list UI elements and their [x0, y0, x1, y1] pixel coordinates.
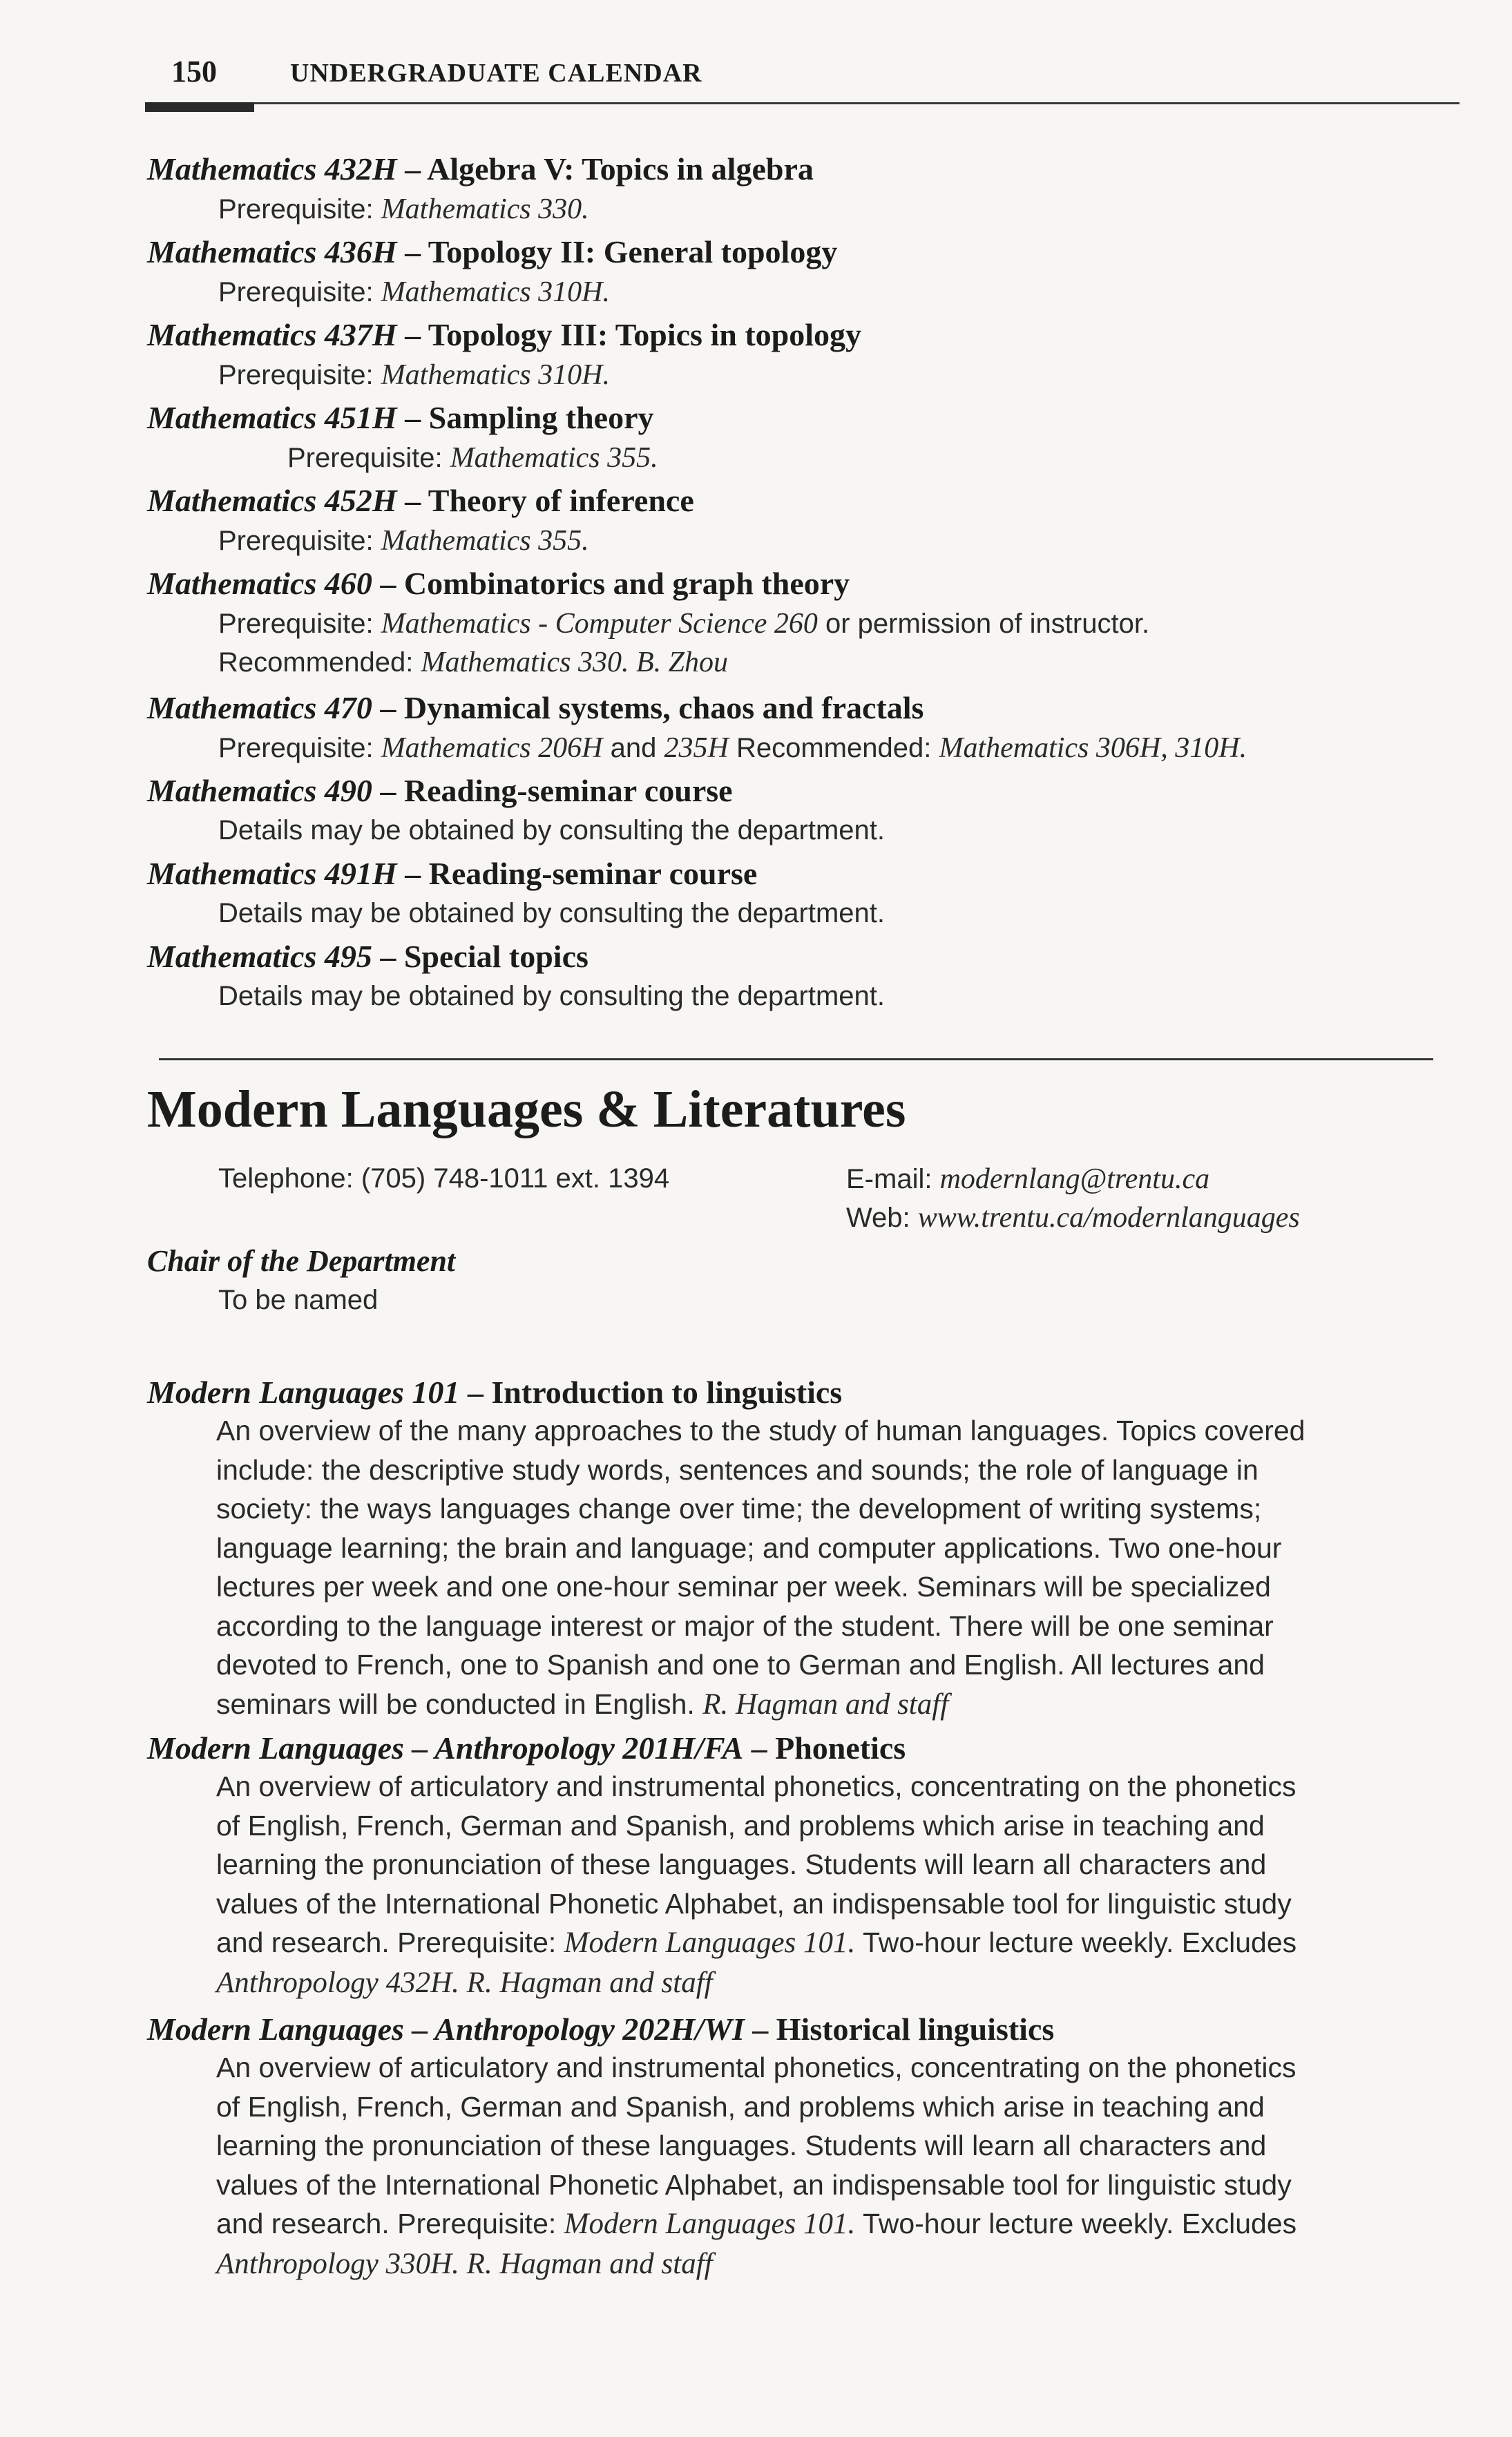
prereq-note: or permission of instructor. [825, 609, 1150, 639]
prereq-value: 235H [664, 732, 729, 764]
course-name: Reading-seminar course [403, 773, 733, 808]
description-line [216, 2204, 1453, 2244]
description-line: learning the pronunciation of these languages. Students will learn all characters and [216, 2130, 1267, 2161]
description-line [216, 1685, 1453, 1725]
course-code: Mathematics 495 [147, 939, 372, 974]
dash: – [380, 690, 396, 725]
header-rule [254, 102, 1460, 104]
course-name: Introduction to linguistics [491, 1375, 843, 1410]
section-divider [159, 1058, 1433, 1060]
course-code: Mathematics 490 [147, 773, 372, 808]
web [846, 1203, 1300, 1232]
course-prereq [218, 361, 610, 390]
course-title-math-495 [147, 941, 588, 973]
description-line: language learning; the brain and language; and computer applications. Two one-hour [216, 1531, 1282, 1564]
course-code: Mathematics 452H [147, 483, 397, 518]
course-name: Topology II: General topology [428, 234, 838, 269]
description-line: values of the International Phonetic Alphabet, an indispensable tool for linguistic study [216, 2168, 1292, 2201]
prereq-conjunction: and [610, 733, 657, 763]
prereq-value: Modern Languages 101. [564, 1927, 856, 1959]
course-code: Mathematics 432H [147, 151, 397, 187]
course-title-math-432h [147, 153, 814, 185]
prereq-value: Mathematics 355. [381, 525, 589, 557]
course-prereq [218, 526, 589, 555]
course-details: Details may be obtained by consulting the department. [218, 898, 886, 928]
prereq-value: Mathematics 310H. [381, 359, 610, 391]
description-text: seminars will be conducted in English. [216, 1688, 695, 1720]
description-line [216, 1923, 1453, 1963]
description-line: society: the ways languages change over time; the development of writing systems; [216, 1493, 1262, 1525]
telephone-label: Telephone: [218, 1163, 354, 1194]
course-title-math-490 [147, 775, 733, 807]
email-link[interactable]: modernlang@trentu.ca [939, 1163, 1210, 1195]
description-line: according to the language interest or major of the student. There will be one seminar [216, 1609, 1274, 1642]
course-title-math-436h [147, 236, 837, 268]
course-title-math-452h [147, 485, 694, 517]
course-prereq [287, 443, 658, 472]
course-name: Dynamical systems, chaos and fractals [403, 690, 924, 725]
course-description [216, 2048, 1453, 2284]
description-line: learning the pronunciation of these languages. Students will learn all characters and [216, 1848, 1267, 1880]
course-description [216, 1767, 1453, 2003]
course-details: Details may be obtained by consulting the department. [218, 815, 886, 845]
course-title-math-460 [147, 568, 850, 600]
course-description [216, 1411, 1453, 1724]
description-line: of English, French, German and Spanish, and problems which arise in teaching and [216, 1809, 1265, 1842]
course-title-math-491h [147, 858, 757, 890]
description-line [216, 2244, 1453, 2284]
recommended-value: Mathematics 306H, 310H. [939, 732, 1247, 764]
prereq-label: Prerequisite: [218, 609, 374, 639]
course-name: Topology III: Topics in topology [428, 317, 861, 352]
chair-label: Chair of the Department [147, 1244, 456, 1278]
course-prereq [218, 734, 1247, 763]
email-label: E-mail: [846, 1164, 932, 1194]
description-line: lectures per week and one one-hour seminar per week. Seminars will be specialized [216, 1571, 1271, 1603]
course-recommended [218, 648, 728, 677]
course-title-ml-202h [147, 2011, 1055, 2047]
course-code: Mathematics 470 [147, 690, 372, 725]
course-name: Phonetics [775, 1730, 906, 1766]
dash: – [405, 856, 421, 891]
page-header [145, 54, 1457, 95]
course-code: Mathematics 437H [147, 317, 397, 352]
course-name: Reading-seminar course [428, 856, 758, 891]
prereq-value: Mathematics 206H [381, 732, 603, 764]
course-title-math-451h [147, 402, 654, 434]
section-title: Modern Languages & Literatures [147, 1080, 906, 1138]
prereq-label: Prerequisite: [287, 443, 443, 473]
web-link[interactable]: www.trentu.ca/modernlanguages [917, 1202, 1300, 1234]
prereq-value: Mathematics 330. [381, 193, 589, 225]
prereq-value: Modern Languages 101. [564, 2208, 856, 2240]
excludes-value: Anthropology 330H. R. Hagman and staff [216, 2247, 713, 2280]
course-code: Modern Languages – Anthropology 202H/WI [147, 2011, 745, 2047]
prereq-value: Mathematics - Computer Science 260 [381, 608, 818, 640]
recommended-value: Mathematics 330. B. Zhou [421, 647, 728, 678]
description-text: and research. Prerequisite: [216, 2208, 557, 2239]
dash: – [380, 566, 396, 601]
description-line: An overview of articulatory and instrumental phonetics, concentrating on the phonetics [216, 2052, 1296, 2083]
prereq-label: Prerequisite: [218, 526, 374, 556]
course-name: Special topics [403, 939, 588, 974]
dash: – [380, 939, 396, 974]
description-line: An overview of the many approaches to the study of human languages. Topics covered [216, 1415, 1305, 1446]
course-code: Mathematics 491H [147, 856, 397, 891]
course-title-ml-201h [147, 1732, 906, 1764]
instructor: R. Hagman and staff [702, 1688, 949, 1721]
course-name: Historical linguistics [776, 2011, 1055, 2047]
prereq-label: Prerequisite: [218, 360, 374, 390]
web-label: Web: [846, 1203, 910, 1233]
course-name: Sampling theory [428, 400, 654, 435]
dash: – [405, 151, 421, 187]
course-name: Combinatorics and graph theory [403, 566, 850, 601]
dash: – [467, 1375, 484, 1410]
description-line: of English, French, German and Spanish, and problems which arise in teaching and [216, 2090, 1265, 2123]
telephone-value: (705) 748-1011 ext. 1394 [361, 1163, 670, 1194]
course-prereq [218, 609, 1149, 638]
course-title-math-437h [147, 319, 861, 351]
telephone [218, 1165, 669, 1192]
course-code: Modern Languages – Anthropology 201H/FA [147, 1730, 744, 1766]
description-line: include: the descriptive study words, sentences and sounds; the role of language in [216, 1453, 1259, 1486]
course-name: Algebra V: Topics in algebra [427, 151, 814, 187]
page-number: 150 [171, 55, 217, 88]
description-text: Two-hour lecture weekly. Excludes [862, 2208, 1297, 2239]
chair-name: To be named [218, 1285, 379, 1315]
description-line: An overview of articulatory and instrumental phonetics, concentrating on the phonetics [216, 1770, 1296, 1802]
course-prereq [218, 278, 610, 307]
running-title: UNDERGRADUATE CALENDAR [290, 59, 702, 88]
dash: – [405, 317, 421, 352]
recommended-label: Recommended: [736, 733, 932, 763]
course-title-ml-101 [147, 1377, 842, 1408]
description-line: devoted to French, one to Spanish and one to German and English. All lectures and [216, 1649, 1265, 1681]
excludes-value: Anthropology 432H. R. Hagman and staff [216, 1966, 713, 1999]
course-code: Mathematics 436H [147, 234, 397, 269]
course-title-math-470 [147, 692, 924, 724]
description-line: values of the International Phonetic Alphabet, an indispensable tool for linguistic study [216, 1887, 1292, 1920]
description-text: Two-hour lecture weekly. Excludes [862, 1927, 1297, 1958]
dash: – [405, 400, 421, 435]
prereq-value: Mathematics 355. [450, 442, 658, 474]
dash: – [751, 1730, 767, 1766]
course-details: Details may be obtained by consulting the department. [218, 981, 886, 1011]
prereq-value: Mathematics 310H. [381, 276, 610, 308]
dash: – [380, 773, 396, 808]
prereq-label: Prerequisite: [218, 277, 374, 307]
description-text: and research. Prerequisite: [216, 1927, 557, 1958]
email [846, 1165, 1209, 1194]
prereq-label: Prerequisite: [218, 733, 374, 763]
description-line [216, 1963, 1453, 2003]
prereq-label: Prerequisite: [218, 194, 374, 224]
course-name: Theory of inference [428, 483, 694, 518]
dash: – [752, 2011, 769, 2047]
course-code: Mathematics 451H [147, 400, 397, 435]
dash: – [405, 483, 421, 518]
header-rule-thick [145, 102, 254, 112]
course-code: Mathematics 460 [147, 566, 372, 601]
dash: – [405, 234, 421, 269]
recommended-label: Recommended: [218, 647, 414, 678]
course-prereq [218, 195, 589, 224]
course-code: Modern Languages 101 [147, 1375, 460, 1410]
